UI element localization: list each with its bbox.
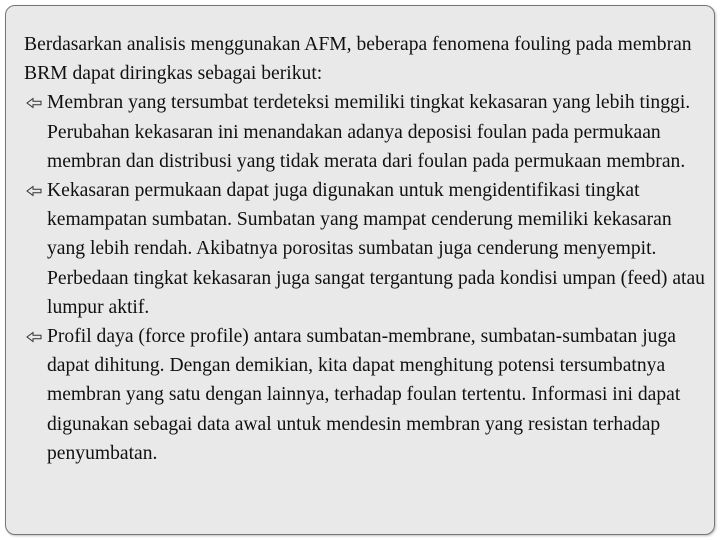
bullet-list [24,88,710,468]
bullet-arrow-icon [24,322,46,351]
bullet-item-2 [24,176,710,322]
bullet-item-1 [24,88,710,176]
slide-content-box [5,5,715,535]
bullet-arrow-icon [24,176,46,205]
bullet-arrow-icon [24,88,46,117]
intro-paragraph: Berdasarkan analisis menggunakan AFM, beberapa fenomena fouling pada membran BRM dapat diringkas sebagai berikut: [24,34,692,85]
bullet-text: Profil daya (force profile) antara sumbatan-membrane, sumbatan-sumbatan juga dapat dihitung. Dengan demikian, kita dapat menghitung potensi tersumbatnya membran yang satu dengan lainnya, terhadap foulan tertentu. Informasi ini dapat digunakan sebagai data awal untuk mendesin membran yang resistan terhadap penyumbatan. [47,326,681,464]
text-body [24,30,710,468]
bullet-item-3 [24,322,710,468]
bullet-text: Membran yang tersumbat terdeteksi memiliki tingkat kekasaran yang lebih tinggi. Perubahan kekasaran ini menandakan adanya deposisi foulan pada permukaan membran dan distribusi yang tidak merata dari foulan pada permukaan membran. [47,92,691,172]
bullet-text: Kekasaran permukaan dapat juga digunakan untuk mengidentifikasi tingkat kemampatan sumbatan. Sumbatan yang mampat cenderung memiliki kekasaran yang lebih rendah. Akibatnya porositas sumbatan juga cenderung menyempit. Perbedaan tingkat kekasaran juga sangat tergantung pada kondisi umpan (feed) atau lumpur aktif. [47,180,705,318]
